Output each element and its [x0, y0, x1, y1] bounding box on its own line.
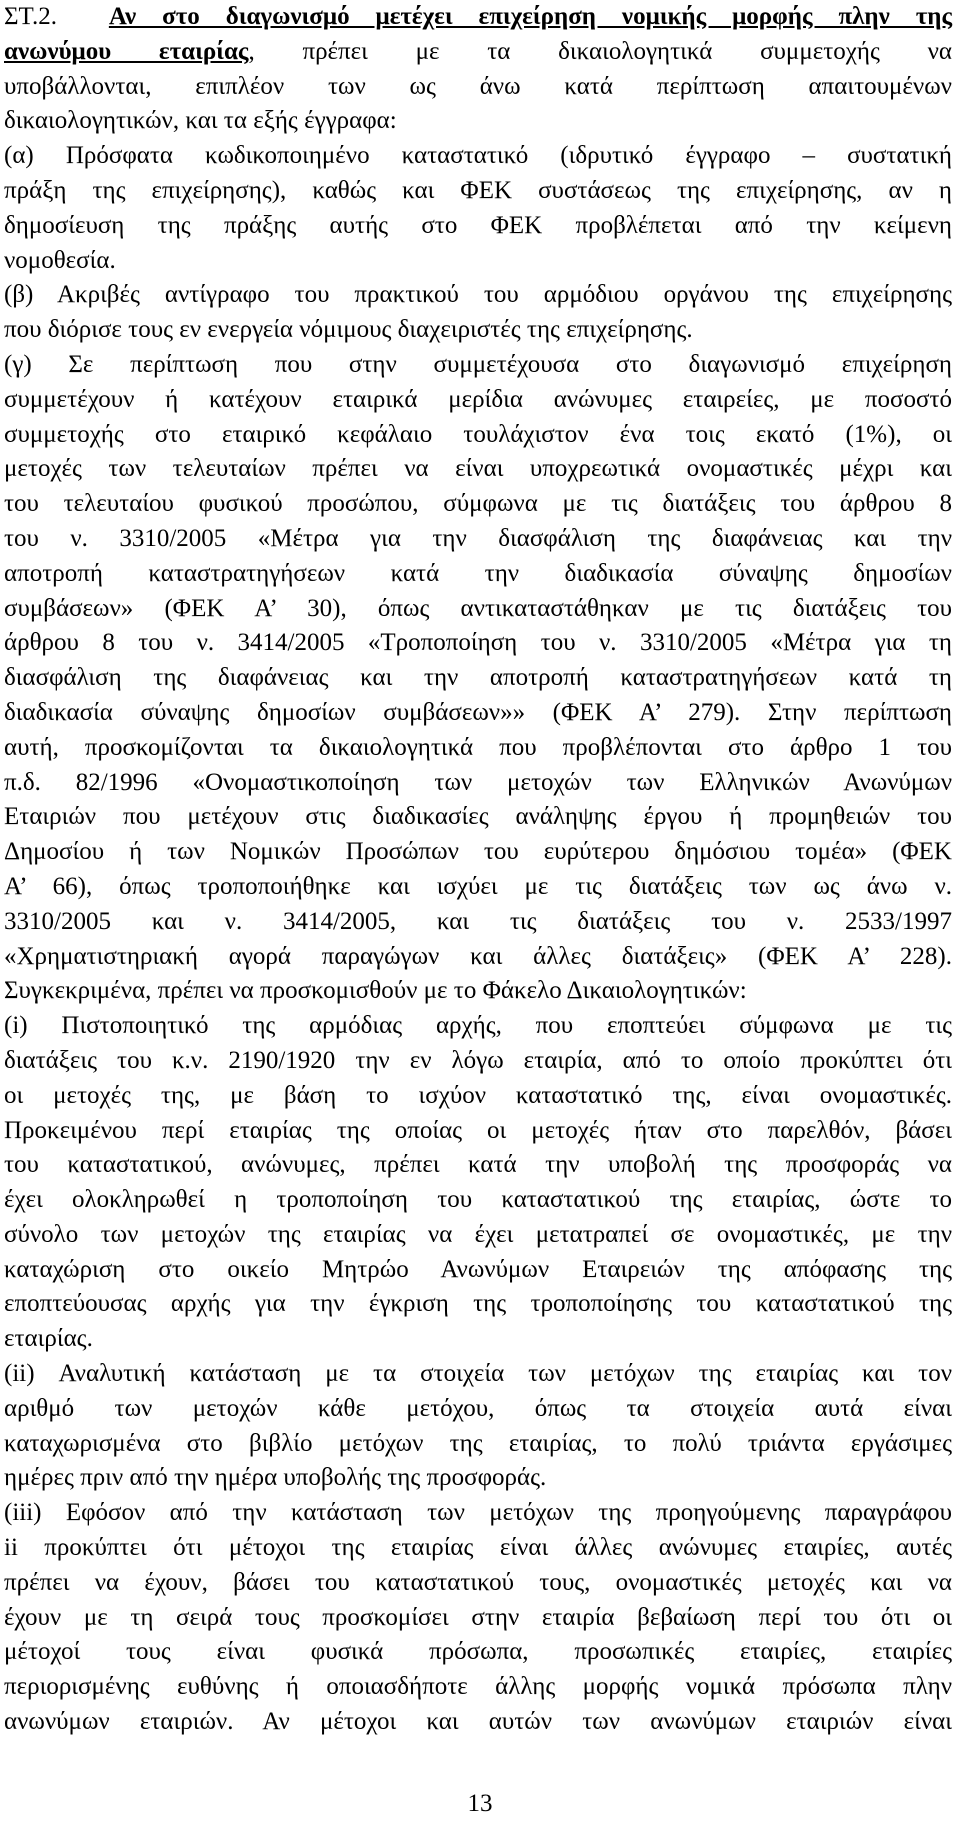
item-i-line-3: οι μετοχές της, με βάση το ισχύον καταστατικό της, είναι ονομαστικές.	[4, 1081, 952, 1109]
item-ii-line-1: (ii) Αναλυτική κατάσταση με τα στοιχεία των μετόχων της εταιρίας και τον	[4, 1360, 952, 1388]
intro-tail-1: , πρέπει με τα δικαιολογητικά συμμετοχής να	[248, 37, 952, 65]
item-i-line-2: διατάξεις του κ.ν. 2190/1920 την εν λόγω εταιρία, από το οποίο προκύπτει ότι	[4, 1046, 952, 1074]
intro-line-1	[4, 0, 952, 35]
item-c-line-19: Συγκεκριμένα, πρέπει να προσκομισθούν με το Φάκελο Δικαιολογητικών:	[4, 977, 747, 1005]
item-c-line-17: 3310/2005 και ν. 3414/2005, και τις διατάξεις του ν. 2533/1997	[4, 907, 952, 935]
item-i-line-9: εποπτεύουσας αρχής για την έγκριση της τροποποίησης του καταστατικού της	[4, 1290, 952, 1318]
item-iii-line-6: περιορισμένης ευθύνης ή οποιασδήποτε άλλης μορφής νομικά πρόσωπα πλην	[4, 1673, 952, 1701]
item-c-line-4: μετοχές των τελευταίων πρέπει να είναι υποχρεωτικά ονομαστικές μέχρι και	[4, 455, 952, 483]
item-i-line-1: (i) Πιστοποιητικό της αρμόδιας αρχής, που εποπτεύει σύμφωνα με τις	[4, 1012, 952, 1040]
item-ii-line-3: καταχωρισμένα στο βιβλίο μετόχων της εταιρίας, το πολύ τριάντα εργάσιμες	[4, 1429, 952, 1457]
item-c-line-7: αποτροπή καταστρατηγήσεων κατά την διαδικασία σύναψης δημοσίων	[4, 559, 952, 587]
item-c-line-12: αυτή, προσκομίζονται τα δικαιολογητικά που προβλέπονται στο άρθρο 1 του	[4, 733, 952, 761]
item-i-line-10: εταιρίας.	[4, 1325, 93, 1353]
item-ii-line-4: ημέρες πριν από την ημέρα υποβολής της προσφοράς.	[4, 1464, 547, 1492]
page-number: 13	[467, 1790, 493, 1817]
item-iii-line-2: ii προκύπτει ότι μέτοχοι της εταιρίας είναι άλλες ανώνυμες εταιρίες, αυτές	[4, 1534, 952, 1562]
item-i-line-5: του καταστατικού, ανώνυμες, πρέπει κατά την υποβολή της προσφοράς να	[4, 1151, 952, 1179]
item-c-line-10: διασφάλιση της διαφάνειας και την αποτροπή καταστρατηγήσεων κατά τη	[4, 664, 952, 692]
item-b-line-2: που διόρισε τους εν ενεργεία νόμιμους διαχειριστές της επιχείρησης.	[4, 316, 693, 344]
item-ii-line-2: αριθμό των μετοχών κάθε μετόχου, όπως τα στοιχεία αυτά είναι	[4, 1394, 952, 1422]
item-b-line-1: (β) Ακριβές αντίγραφο του πρακτικού του αρμόδιου οργάνου της επιχείρησης	[4, 281, 952, 309]
intro-line-2	[4, 35, 952, 70]
intro-line-3: υποβάλλονται, επιπλέον των ως άνω κατά περίπτωση απαιτουμένων	[4, 72, 952, 100]
item-i-line-8: καταχώριση στο οικείο Μητρώο Ανωνύμων Εταιρειών της απόφασης της	[4, 1255, 952, 1283]
document-body	[4, 0, 952, 1740]
item-i-line-7: σύνολο των μετοχών της εταιρίας να έχει μετατραπεί σε ονομαστικές, με την	[4, 1220, 952, 1248]
item-i-line-4: Προκειμένου περί εταιρίας της οποίας οι μετοχές ήταν στο παρελθόν, βάσει	[4, 1116, 952, 1144]
item-c-line-8: συμβάσεων» (ΦΕΚ Α’ 30), όπως αντικαταστάθηκαν με τις διατάξεις του	[4, 594, 952, 622]
item-iii-line-4: έχουν με τη σειρά τους προσκομίσει στην εταιρία βεβαίωση περί του ότι οι	[4, 1603, 952, 1631]
item-a-line-2: πράξη της επιχείρησης), καθώς και ΦΕΚ συστάσεως της επιχείρησης, αν η	[4, 176, 952, 204]
item-c-line-14: Εταιριών που μετέχουν στις διαδικασίες ανάληψης έργου ή προμηθειών του	[4, 803, 952, 831]
item-c-line-16: Α’ 66), όπως τροποποιήθηκε και ισχύει με τις διατάξεις των ως άνω ν.	[4, 872, 952, 900]
item-c-line-3: συμμετοχής στο εταιρικό κεφάλαιο τουλάχιστον ένα τοις εκατό (1%), οι	[4, 420, 952, 448]
item-a-line-4: νομοθεσία.	[4, 246, 116, 274]
item-i-line-6: έχει ολοκληρωθεί η τροποποίηση του καταστατικού της εταιρίας, ώστε το	[4, 1186, 952, 1214]
item-c-line-6: του ν. 3310/2005 «Μέτρα για την διασφάλιση της διαφάνειας και την	[4, 524, 952, 552]
item-c-line-18: «Χρηματιστηριακή αγορά παραγώγων και άλλες διατάξεις» (ΦΕΚ Α’ 228).	[4, 942, 952, 970]
section-label: ΣΤ.2.	[4, 3, 57, 30]
item-c-line-15: Δημοσίου ή των Νομικών Προσώπων του ευρύτερου δημόσιου τομέα» (ΦΕΚ	[4, 838, 952, 866]
item-iii-line-7: ανωνύμων εταιριών. Αν μέτοχοι και αυτών των ανωνύμων εταιριών είναι	[4, 1708, 952, 1736]
item-a-line-1: (α) Πρόσφατα κωδικοποιημένο καταστατικό (ιδρυτικό έγγραφο – συστατική	[4, 142, 952, 170]
item-c-line-13: π.δ. 82/1996 «Ονομαστικοποίηση των μετοχών των Ελληνικών Ανωνύμων	[4, 768, 952, 796]
item-c-line-11: διαδικασία σύναψης δημοσίων συμβάσεων»» (ΦΕΚ Α’ 279). Στην περίπτωση	[4, 698, 952, 726]
item-iii-line-5: μέτοχοί τους είναι φυσικά πρόσωπα, προσωπικές εταιρίες, εταιρίες	[4, 1638, 952, 1666]
intro-bold-lead-1: Αν στο διαγωνισμό μετέχει επιχείρηση νομικής μορφής πλην της	[108, 3, 952, 30]
intro-line-4: δικαιολογητικών, και τα εξής έγγραφα:	[4, 107, 397, 135]
item-a-line-3: δημοσίευση της πράξης αυτής στο ΦΕΚ προβλέπεται από την κείμενη	[4, 211, 952, 239]
intro-bold-lead-2: ανωνύμου εταιρίας	[4, 37, 249, 65]
item-c-line-9: άρθρου 8 του ν. 3414/2005 «Τροποποίηση του ν. 3310/2005 «Μέτρα για τη	[4, 629, 952, 657]
item-iii-line-3: πρέπει να έχουν, βάσει του καταστατικού τους, ονομαστικές μετοχές και να	[4, 1568, 952, 1596]
item-iii-line-1: (iii) Εφόσον από την κατάσταση των μετόχων της προηγούμενης παραγράφου	[4, 1499, 952, 1527]
item-c-line-1: (γ) Σε περίπτωση που στην συμμετέχουσα στο διαγωνισμό επιχείρηση	[4, 350, 952, 378]
item-c-line-5: του τελευταίου φυσικού προσώπου, σύμφωνα με τις διατάξεις του άρθρου 8	[4, 490, 952, 518]
item-c-line-2: συμμετέχουν ή κατέχουν εταιρικά μερίδια ανώνυμες εταιρείες, με ποσοστό	[4, 385, 952, 413]
